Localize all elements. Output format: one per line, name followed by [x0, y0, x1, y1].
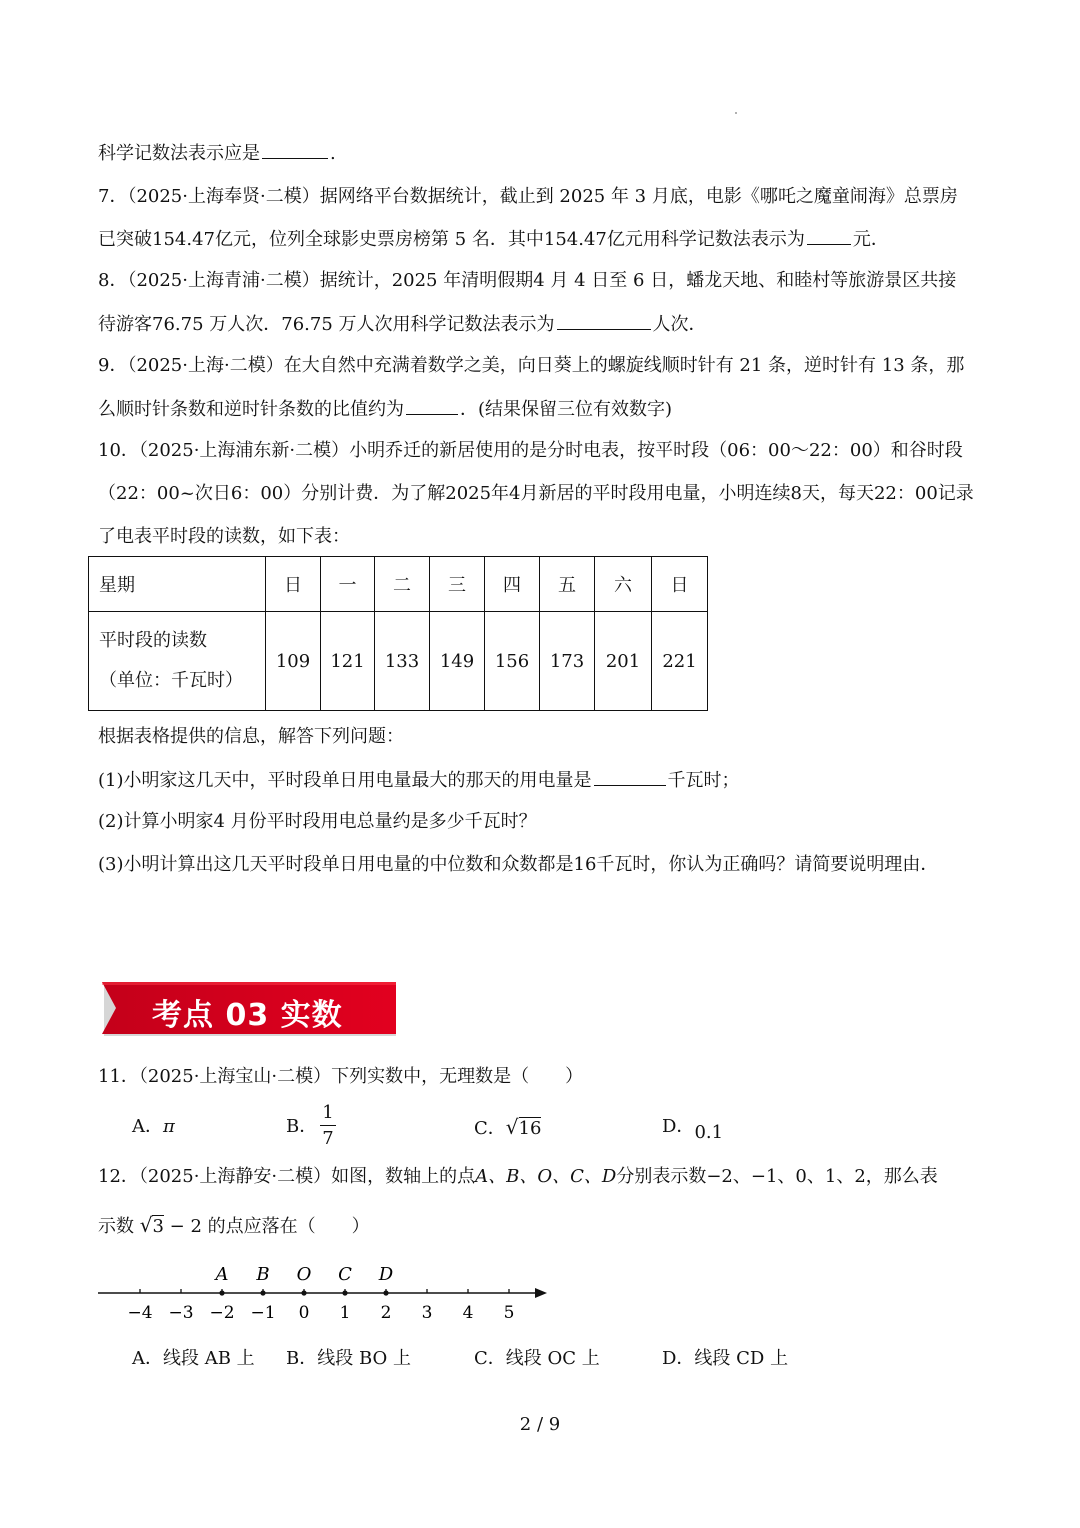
table-cell: 五 [540, 557, 595, 612]
text: 么顺时针条数和逆时针条数的比值约为 [98, 399, 404, 420]
table-cell: 日 [266, 557, 321, 612]
question-7-line-1: 7．（2025·上海奉贤·二模）据网络平台数据统计，截止到 2025 年 3 月底，电影《哪吒之魔童闹海》总票房 [98, 186, 958, 207]
point-dot [383, 1290, 388, 1295]
question-11-stem: 11．（2025·上海宝山·二模）下列实数中，无理数是（ ） [98, 1066, 584, 1087]
question-10-line-1: 10．（2025·上海浦东新·二模）小明乔迁的新居使用的是分时电表，按平时段（06：00～22：00）和谷时段 [98, 440, 963, 461]
option-label: B． [286, 1116, 318, 1137]
question-9-line-1: 9．（2025·上海·二模）在大自然中充满着数学之美，向日葵上的螺旋线顺时针有 21 条，逆时针有 13 条，那 [98, 355, 965, 376]
q11-option-a [132, 1114, 175, 1140]
text: 千瓦时； [667, 770, 740, 791]
tick-label: −4 [127, 1303, 153, 1323]
table-row-readings [89, 612, 708, 711]
numerator: 1 [322, 1102, 334, 1123]
table-cell: 三 [430, 557, 485, 612]
q12-option-a: A．线段 AB 上 [132, 1348, 255, 1369]
table-header-readings [89, 612, 266, 711]
tick-label: 5 [503, 1303, 515, 1323]
q11-option-c [474, 1114, 541, 1142]
question-10-line-3: 了电表平时段的读数，如下表： [98, 526, 350, 547]
radicand: 3 [152, 1216, 164, 1237]
tick-label: −1 [250, 1303, 276, 1323]
sqrt-icon: √ [139, 1213, 153, 1237]
tick-label: 4 [462, 1303, 474, 1323]
table-cell: 121 [321, 612, 375, 711]
text: 人次． [652, 314, 707, 335]
axis-arrow-icon [535, 1288, 547, 1298]
point-label: D [378, 1264, 394, 1285]
q11-option-b [286, 1114, 317, 1140]
text: （单位：千瓦时） [99, 670, 243, 691]
question-10-line-2: （22：00~次日6：00）分别计费．为了解2025年4月新居的平时段用电量，小明连续8天，每天22：00记录 [98, 483, 974, 504]
answer-blank [406, 396, 458, 415]
point-label: B [256, 1264, 270, 1285]
text: 示数 [98, 1216, 134, 1237]
option-label: C． [474, 1118, 506, 1139]
text: 元． [852, 229, 889, 250]
text: . [330, 143, 336, 164]
text: 科学记数法表示应是 [98, 143, 260, 164]
text: 分别表示数−2、−1、0、1、2，那么表 [616, 1166, 938, 1187]
point-label: C [338, 1264, 352, 1285]
table-cell: 一 [321, 557, 375, 612]
tick-label: 3 [421, 1303, 433, 1323]
q11-option-d [662, 1114, 724, 1143]
table-cell: 156 [485, 612, 540, 711]
table-cell: 133 [375, 612, 430, 711]
meter-reading-table [88, 556, 708, 711]
section-banner [102, 982, 398, 1038]
point-label: A [215, 1264, 229, 1285]
number-line [95, 1258, 555, 1332]
table-cell: 109 [266, 612, 321, 711]
question-10-part-1 [98, 767, 740, 794]
text: (1)小明家这几天中，平时段单日用电量最大的那天的用电量是 [98, 770, 592, 791]
question-12-line-2 [98, 1212, 370, 1240]
option-label: D． [662, 1116, 695, 1137]
point-names: A、B、O、C、D [475, 1166, 617, 1187]
fraction-one-seventh [320, 1102, 336, 1149]
table-cell: 六 [595, 557, 652, 612]
point-label: O [296, 1264, 312, 1285]
table-cell: 日 [652, 557, 708, 612]
answer-blank [262, 140, 328, 159]
text: 已突破154.47亿元，位列全球影史票房榜第 5 名．其中154.47亿元用科学记数法表示为 [98, 229, 805, 250]
table-cell: 173 [540, 612, 595, 711]
q12-option-d: D．线段 CD 上 [662, 1348, 789, 1369]
denominator: 7 [322, 1128, 334, 1149]
q12-option-b: B．线段 BO 上 [286, 1348, 411, 1369]
tick-label: 0 [298, 1303, 310, 1323]
question-10-part-3: (3)小明计算出这几天平时段单日用电量的中位数和众数都是16千瓦时，你认为正确吗？请简要说明理由． [98, 854, 939, 875]
number-line-svg [95, 1258, 555, 1328]
question-8-line-1: 8．（2025·上海青浦·二模）据统计，2025 年清明假期4 月 4 日至 6 日，蟠龙天地、和睦村等旅游景区共接 [98, 270, 957, 291]
table-cell: 221 [652, 612, 708, 711]
point-dot [301, 1290, 306, 1295]
option-label: A． [132, 1116, 163, 1137]
point-dot [219, 1290, 224, 1295]
text: 平时段的读数 [99, 630, 207, 651]
question-7-line-2 [98, 226, 889, 253]
question-10-instruction: 根据表格提供的信息，解答下列问题： [98, 726, 404, 747]
question-10-part-2: (2)计算小明家4 月份平时段用电总量约是多少千瓦时？ [98, 811, 537, 832]
table-cell: 201 [595, 612, 652, 711]
tick-label: 2 [380, 1303, 392, 1323]
table-cell: 二 [375, 557, 430, 612]
q12-option-c: C．线段 OC 上 [474, 1348, 600, 1369]
sqrt-icon: √ [505, 1115, 519, 1139]
point-dot [260, 1290, 265, 1295]
tick-label: −2 [209, 1303, 235, 1323]
text: ．(结果保留三位有效数字) [460, 399, 673, 420]
answer-blank [594, 767, 666, 786]
table-cell: 四 [485, 557, 540, 612]
table-cell: 149 [430, 612, 485, 711]
text: 12．（2025·上海静安·二模）如图，数轴上的点 [98, 1166, 476, 1187]
page-number: 2 / 9 [519, 1414, 561, 1435]
question-8-line-2 [98, 311, 707, 338]
text: − 2 的点应落在（ ） [169, 1216, 370, 1237]
fraction-bar [320, 1125, 336, 1126]
option-value: 16 [518, 1118, 542, 1139]
scan-dot [735, 112, 737, 114]
banner-title: 考点 03 实数 [152, 998, 343, 1033]
line-continuation [98, 140, 336, 167]
table-row-weekday [89, 557, 708, 612]
answer-blank [807, 226, 851, 245]
tick-label: −3 [168, 1303, 194, 1323]
tick-label: 1 [339, 1303, 351, 1323]
option-value: π [163, 1116, 175, 1137]
question-9-line-2 [98, 396, 672, 423]
point-dot [342, 1290, 347, 1295]
answer-blank [557, 311, 651, 330]
option-value: 0.1 [694, 1122, 724, 1143]
table-header-weekday: 星期 [89, 557, 266, 612]
text: 待游客76.75 万人次．76.75 万人次用科学记数法表示为 [98, 314, 555, 335]
question-12-line-1 [98, 1164, 938, 1190]
